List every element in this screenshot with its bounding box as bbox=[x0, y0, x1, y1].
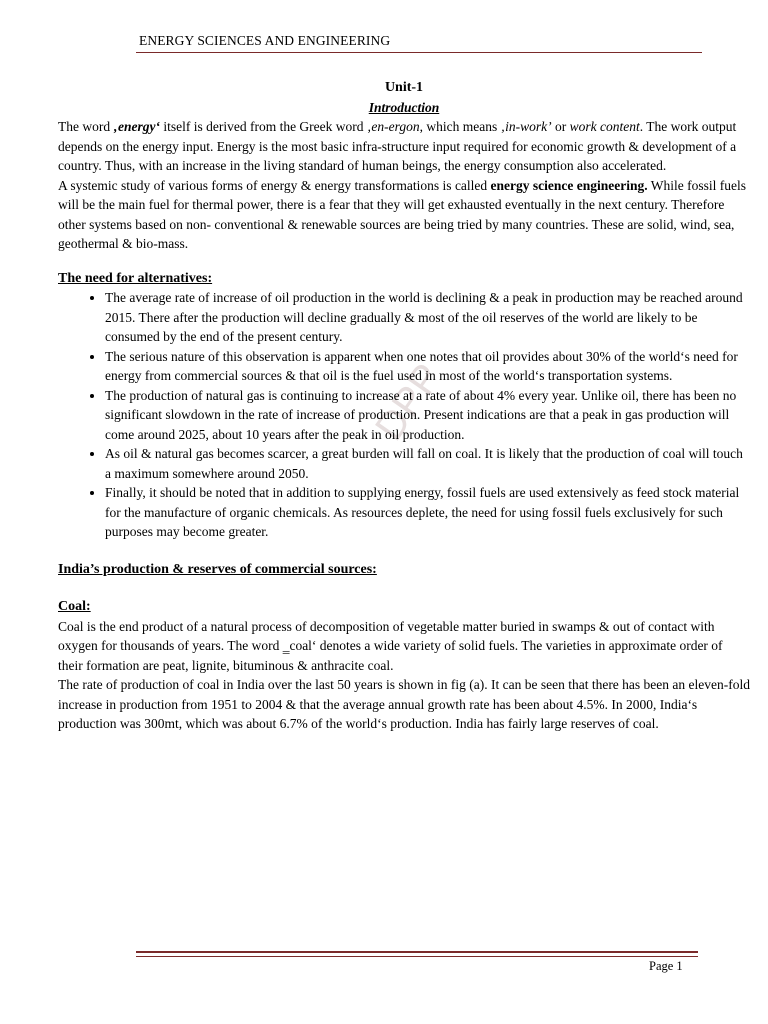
text-run: The word bbox=[58, 119, 114, 134]
watermark: DPP bbox=[367, 355, 451, 449]
alternatives-heading: The need for alternatives: bbox=[58, 270, 213, 286]
term-energy-science-engineering: energy science engineering. bbox=[490, 177, 648, 193]
list-item: • Finally, it should be noted that in addition to supplying energy, fossil fuels are used extensively as feed stock material for the manufacture of organic chemicals. As resources deplete, the need for using fossil fuels exclusively for such purposes may become greater. bbox=[105, 483, 750, 542]
page-number: Page 1 bbox=[649, 959, 683, 973]
text-run: , which means bbox=[419, 119, 501, 134]
intro-heading: Introduction bbox=[368, 99, 440, 115]
list-item: • As oil & natural gas becomes scarcer, a great burden will fall on coal. It is likely that the production of coal will touch a maximum somewhere around 2050. bbox=[105, 444, 750, 483]
india-heading: India’s production & reserves of commercial sources: bbox=[58, 561, 377, 577]
header-rule bbox=[136, 52, 702, 53]
term-energy: ‚energy‘ bbox=[113, 119, 160, 134]
running-header: ENERGY SCIENCES AND ENGINEERING bbox=[139, 33, 391, 48]
list-item: • The average rate of increase of oil production in the world is declining & a peak in production may be reached around 2015. There after the production will decline gradually & most of the oil reserves of the world are likely to be consumed by the end of the present century. bbox=[105, 288, 750, 347]
term-en-ergon: ‚en-ergon bbox=[366, 119, 420, 134]
list-item: • The serious nature of this observation is apparent when one notes that oil provides about 30% of the world‘s need for energy from commercial sources & that oil is the fuel used in most of the world‘s transportation systems. bbox=[105, 347, 750, 386]
intro-heading-line bbox=[58, 98, 750, 118]
text-run: or bbox=[551, 119, 570, 134]
intro-paragraph-1 bbox=[58, 117, 750, 176]
text-run: . The work output depends on the energy input. Energy is the most basic infra-structure input required for economic growth & development of a country. Thus, with an increase in the living standard of human beings, the energy consumption also accelerated. bbox=[58, 119, 737, 173]
unit-title: Unit-1 bbox=[384, 80, 424, 95]
text-run: itself is derived from the Greek word bbox=[159, 119, 367, 134]
footer-rule bbox=[136, 951, 698, 953]
footer-rule-thin bbox=[136, 956, 698, 957]
alternatives-list bbox=[58, 288, 750, 542]
document-body bbox=[58, 74, 750, 734]
coal-paragraph-2: The rate of production of coal in India over the last 50 years is shown in fig (a). It can be seen that there has been an eleven-fold increase in production from 1951 to 2004 & that the average annual growth rate has been about 4.5%. In 2000, India‘s production was 300mt, which was about 6.7% of the world‘s production. India has fairly large reserves of coal. bbox=[58, 677, 750, 731]
list-item: • The production of natural gas is continuing to increase at a rate of about 4% every year. Unlike oil, there has been no significant slowdown in the rate of increase of production. Present indications are that a peak in gas production will come around 2025, about 10 years after the peak in oil production. bbox=[105, 386, 750, 445]
text-run: While fossil fuels will be the main fuel for thermal power, there is a fear that they will get exhausted eventually in the next century. Therefore other systems based on non- conventional & renewable sources are being tried by many countries. These are solid, wind, sea, geothermal & bio-mass. bbox=[58, 177, 747, 251]
coal-heading: Coal: bbox=[58, 599, 91, 614]
term-work-content: work content bbox=[569, 119, 640, 134]
text-run: A systemic study of various forms of energy & energy transformations is called bbox=[58, 177, 491, 193]
term-in-work: ‚in-work’ bbox=[500, 119, 552, 134]
intro-paragraph-2 bbox=[58, 176, 750, 254]
coal-paragraph-1: Coal is the end product of a natural process of decomposition of vegetable matter buried in swamps & out of contact with oxygen for thousands of years. The word ‗coal‘ denotes a wide variety of solid fuels. The varieties in approximate order of their formation are peat, lignite, bituminous & anthracite coal. bbox=[58, 618, 723, 673]
